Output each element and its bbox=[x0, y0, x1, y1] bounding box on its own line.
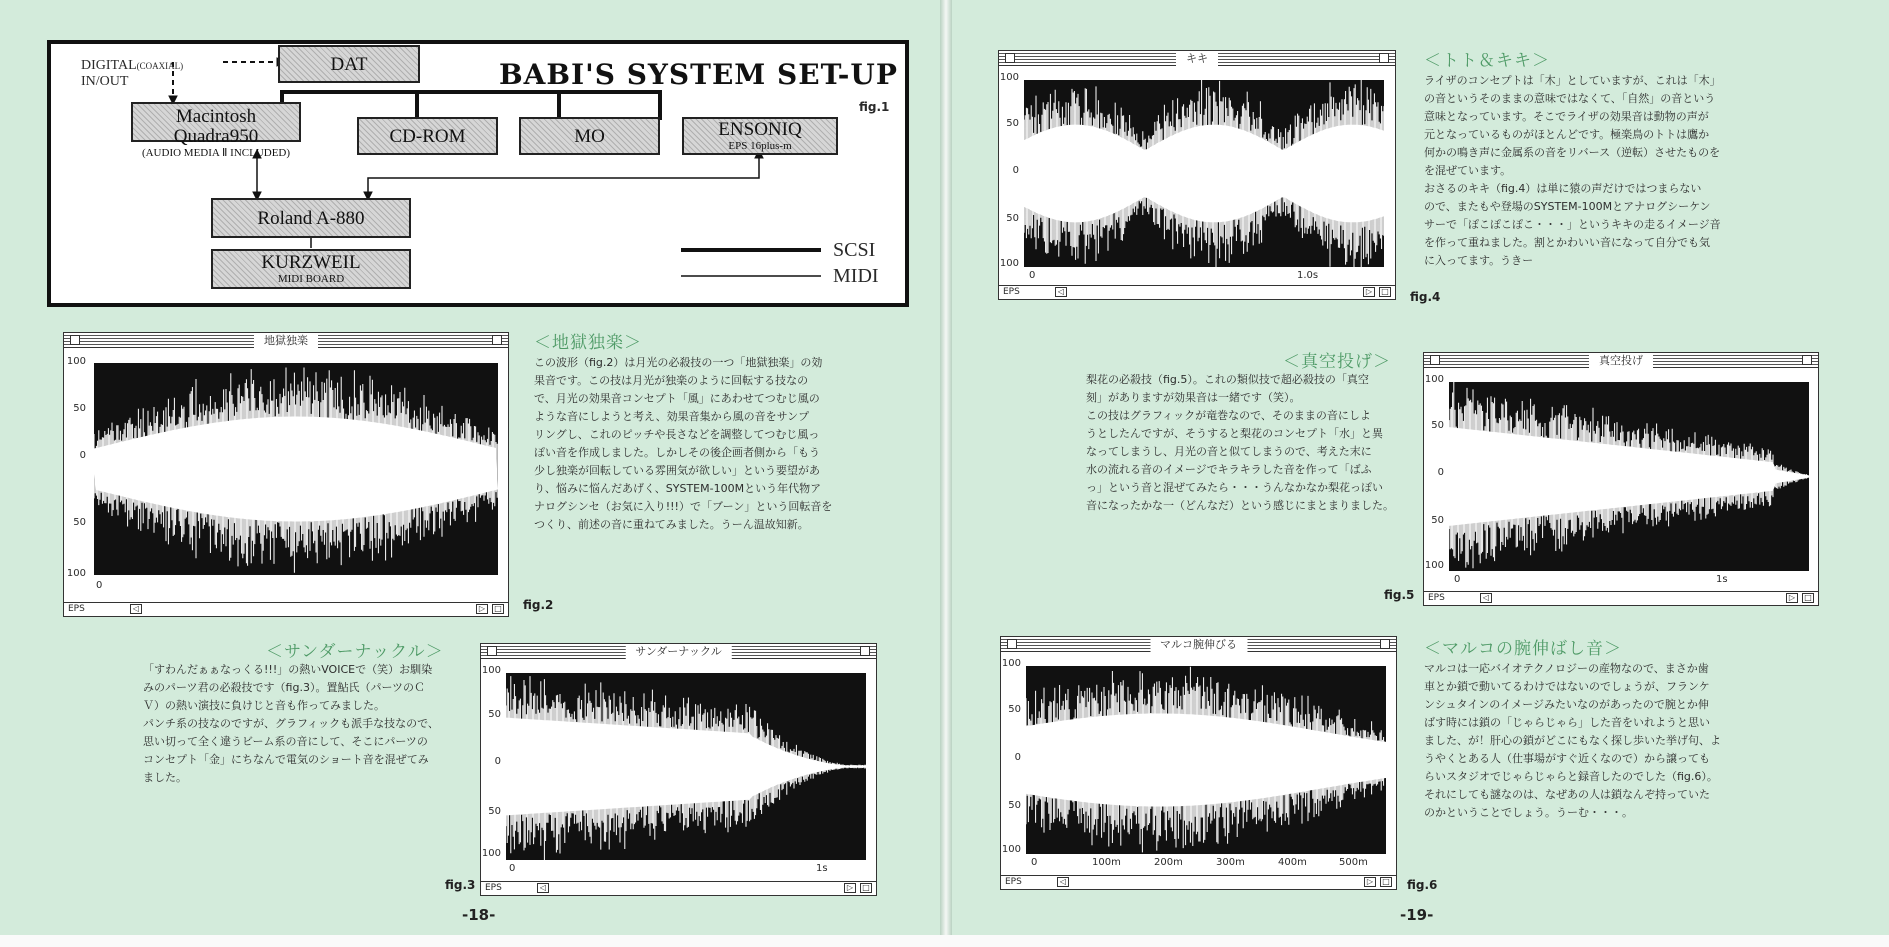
text-line: 意味となっています。そこでライザの効果音は動物の声が bbox=[1424, 110, 1709, 123]
device-roland: Roland A-880 bbox=[211, 198, 411, 238]
window-title: マルコ腕伸びる bbox=[1150, 637, 1247, 652]
resize-box-icon[interactable]: □ bbox=[1802, 593, 1814, 603]
x-tick: 1s bbox=[1716, 574, 1728, 585]
page-number-left: -18- bbox=[462, 906, 496, 924]
heading-thunder: ＜サンダーナックル＞ bbox=[266, 642, 444, 662]
y-tick: 100 bbox=[481, 848, 501, 859]
y-tick: 0 bbox=[1437, 467, 1444, 478]
x-tick: 400m bbox=[1278, 857, 1307, 868]
text-line: 果音です。この技は月光が独楽のように回転する技なの bbox=[534, 374, 809, 387]
y-tick: 0 bbox=[1014, 752, 1021, 763]
text-line: 水の流れる音のイメージでキラキラした音を作って「ばふ bbox=[1086, 463, 1372, 476]
text-line: サーで「ぽこぽこぽこ・・・」というキキの走るイメージ音 bbox=[1424, 218, 1721, 231]
y-tick: 100 bbox=[999, 258, 1019, 269]
device-ensoniq: ENSONIQ EPS 16plus-m bbox=[682, 117, 838, 155]
heading-marco: ＜マルコの腕伸ばし音＞ bbox=[1424, 639, 1622, 659]
x-tick: 0 bbox=[1029, 270, 1036, 281]
y-tick: 50 bbox=[73, 517, 86, 528]
waveform-window-shinku bbox=[1423, 352, 1819, 606]
y-tick: 50 bbox=[1008, 800, 1021, 811]
window-title: サンダーナックル bbox=[625, 644, 731, 659]
x-tick: 0 bbox=[1031, 857, 1038, 868]
title-bar bbox=[481, 644, 876, 659]
text-line: 「すわんだぁぁなっくる!!!」の熱いVOICEで（笑）お馴染 bbox=[143, 663, 433, 676]
text-line: 梨花の必殺技（fig.5）。これの類似技で超必殺技の「真空 bbox=[1086, 373, 1369, 386]
article-shinku bbox=[1086, 371, 1406, 515]
y-tick: 50 bbox=[488, 709, 501, 720]
text-line: を混ぜています。 bbox=[1424, 164, 1512, 177]
x-tick: 0 bbox=[1454, 574, 1461, 585]
text-line: ような音にしようと考え、効果音集から風の音をサンプ bbox=[534, 410, 810, 423]
scroll-left-icon[interactable]: ◁ bbox=[1057, 877, 1069, 887]
zoom-box-icon[interactable] bbox=[860, 646, 870, 656]
text-line: のかということでしょう。うーむ・・・。 bbox=[1424, 806, 1633, 819]
text-line: なってしまうし、月光の音と似てしまうので、考えた末に bbox=[1086, 445, 1372, 458]
resize-box-icon[interactable]: □ bbox=[1379, 287, 1391, 297]
legend-midi-label: MIDI bbox=[833, 265, 879, 287]
waveform-graph bbox=[506, 673, 866, 860]
text-line: マルコは一応バイオテクノロジーの産物なので、まさか歯 bbox=[1424, 662, 1709, 675]
text-line: らいスタジオでじゃらじゃらと録音したのでした（fig.6）。 bbox=[1424, 770, 1718, 783]
y-tick: 100 bbox=[1424, 374, 1444, 385]
heading-toto: ＜トト＆キキ＞ bbox=[1424, 51, 1550, 71]
x-tick: 100m bbox=[1092, 857, 1121, 868]
text-line: ばす時には鎖の「じゃらじゃら」した音をいれようと思い bbox=[1424, 716, 1710, 729]
fig3-label: fig.3 bbox=[445, 878, 476, 892]
waveform-window-kiki bbox=[998, 50, 1396, 300]
text-line: ました、が！肝心の鎖がどこにもなく探し歩いた挙げ句、よ bbox=[1424, 734, 1721, 747]
status-bar bbox=[1001, 875, 1396, 889]
text-line: つくり、前述の音に重ねてみました。うーん温故知新。 bbox=[534, 518, 809, 531]
y-tick: 100 bbox=[66, 356, 86, 367]
waveform-graph bbox=[94, 363, 498, 575]
digital-io-label: DIGITAL(COAXIAL) IN/OUT bbox=[81, 58, 184, 89]
waveform-plot bbox=[1026, 666, 1386, 854]
scroll-right-icon[interactable]: ▷ bbox=[844, 883, 856, 893]
waveform-plot bbox=[94, 363, 498, 575]
zoom-box-icon[interactable] bbox=[492, 335, 502, 345]
legend-scsi-label: SCSI bbox=[833, 239, 876, 261]
text-line: の音というそのままの意味ではなくて、「自然」の音という bbox=[1424, 92, 1716, 105]
window-title: キキ bbox=[1176, 51, 1218, 66]
resize-box-icon[interactable]: □ bbox=[860, 883, 872, 893]
scroll-left-icon[interactable]: ◁ bbox=[1055, 287, 1067, 297]
scroll-left-icon[interactable]: ◁ bbox=[537, 883, 549, 893]
close-box-icon[interactable] bbox=[1007, 639, 1017, 649]
y-tick: 0 bbox=[1012, 165, 1019, 176]
fig5-label: fig.5 bbox=[1384, 588, 1415, 602]
text-line: に入ってます。うきー bbox=[1424, 254, 1534, 267]
eps-label: EPS bbox=[1005, 877, 1022, 887]
text-line: 刻」がありますが効果音は一緒です（笑）。 bbox=[1086, 391, 1301, 404]
close-box-icon[interactable] bbox=[1430, 355, 1440, 365]
text-line: ライザのコンセプトは「木」としていますが、これは「木」 bbox=[1424, 74, 1721, 87]
text-line: 何かの鳴き声に金属系の音をリバース（逆転）させたものを bbox=[1424, 146, 1721, 159]
zoom-box-icon[interactable] bbox=[1802, 355, 1812, 365]
text-line: うやくとある人（仕事場がすぐ近くなので）から譲っても bbox=[1424, 752, 1710, 765]
diagram-title: BABI'S SYSTEM SET-UP bbox=[499, 58, 898, 91]
eps-label: EPS bbox=[1003, 287, 1020, 297]
text-line: っ」という音と混ぜてみたら・・・うんなかなか梨花っぽい bbox=[1086, 481, 1383, 494]
y-tick: 100 bbox=[1001, 844, 1021, 855]
scroll-right-icon[interactable]: ▷ bbox=[1364, 877, 1376, 887]
text-line: コンセプト「金」にちなんで電気のショート音を混ぜてみ bbox=[143, 753, 429, 766]
text-line: パンチ系の技なのですが、グラフィックも派手な技なので、 bbox=[143, 717, 439, 730]
eps-label: EPS bbox=[1428, 593, 1445, 603]
x-tick: 0 bbox=[96, 580, 103, 591]
device-dat: DAT bbox=[278, 45, 420, 83]
close-box-icon[interactable] bbox=[70, 335, 80, 345]
text-line: この技はグラフィックが竜巻なので、そのままの音にしよ bbox=[1086, 409, 1371, 422]
waveform-graph bbox=[1026, 666, 1386, 854]
title-bar bbox=[999, 51, 1395, 66]
x-tick: 300m bbox=[1216, 857, 1245, 868]
waveform-plot bbox=[1024, 80, 1384, 267]
waveform-graph bbox=[1024, 80, 1384, 267]
status-bar bbox=[1424, 591, 1818, 605]
x-tick: 0 bbox=[509, 863, 516, 874]
device-mo: MO bbox=[519, 117, 660, 155]
scroll-left-icon[interactable]: ◁ bbox=[1480, 593, 1492, 603]
page-bottom-edge bbox=[0, 935, 1889, 947]
text-line: 少し独楽が回転している雰囲気が欲しい」という要望があ bbox=[534, 464, 820, 477]
y-tick: 100 bbox=[481, 665, 501, 676]
scroll-left-icon[interactable]: ◁ bbox=[130, 604, 142, 614]
zoom-box-icon[interactable] bbox=[1380, 639, 1390, 649]
waveform-window-marco bbox=[1000, 636, 1397, 890]
system-setup-diagram bbox=[47, 40, 909, 307]
y-tick: 0 bbox=[494, 756, 501, 767]
text-line: を作って重ねました。割とかわいい音になって自分でも気 bbox=[1424, 236, 1710, 249]
resize-box-icon[interactable]: □ bbox=[492, 604, 504, 614]
text-line: 元となっているものがほとんどです。極楽鳥のトトは鷹か bbox=[1424, 128, 1710, 141]
fig6-label: fig.6 bbox=[1407, 878, 1438, 892]
y-tick: 50 bbox=[1008, 704, 1021, 715]
y-tick: 50 bbox=[1431, 420, 1444, 431]
text-line: で、月光の効果音コンセプト「風」にあわせてつむじ風の bbox=[534, 392, 820, 405]
y-tick: 100 bbox=[999, 72, 1019, 83]
text-line: ました。 bbox=[143, 771, 187, 784]
page-number-right: -19- bbox=[1400, 906, 1434, 924]
text-line: ナログシンセ（お気に入り!!!）で「ブーン」という回転音を bbox=[534, 500, 833, 513]
heading-shinku: ＜真空投げ＞ bbox=[1283, 352, 1391, 372]
eps-label: EPS bbox=[68, 604, 85, 614]
article-marco bbox=[1424, 660, 1744, 822]
status-bar bbox=[64, 602, 508, 616]
title-bar bbox=[1424, 353, 1818, 368]
text-line: 思い切って全く違うビーム系の音にして、そこにパーツの bbox=[143, 735, 428, 748]
text-line: 音になったかな一（どんなだ）という感じにまとまりました。 bbox=[1086, 499, 1394, 512]
y-tick: 50 bbox=[1431, 515, 1444, 526]
text-line: みのパーツ君の必殺技です（fig.3）。置鮎氏（パーツのＣ bbox=[143, 681, 426, 694]
x-tick: 200m bbox=[1154, 857, 1183, 868]
x-tick: 1s bbox=[816, 863, 828, 874]
window-title: 真空投げ bbox=[1589, 353, 1653, 368]
article-toto bbox=[1424, 72, 1744, 270]
title-bar bbox=[64, 333, 508, 348]
text-line: り、悩みに悩んだあげく、SYSTEM-100Mという年代物ア bbox=[534, 482, 822, 495]
device-kurzweil: KURZWEIL MIDI BOARD bbox=[211, 249, 411, 289]
text-line: 車とか鎖で動いてるわけではないのでしょうが、フランケ bbox=[1424, 680, 1710, 693]
scroll-right-icon[interactable]: ▷ bbox=[1363, 287, 1375, 297]
y-tick: 50 bbox=[488, 806, 501, 817]
resize-box-icon[interactable]: □ bbox=[1380, 877, 1392, 887]
status-bar bbox=[481, 881, 876, 895]
waveform-graph bbox=[1449, 382, 1809, 571]
text-line: それにしても謎なのは、なぜあの人は鎖なんぞ持っていた bbox=[1424, 788, 1710, 801]
article-thunder bbox=[143, 661, 463, 787]
waveform-window-thunder bbox=[480, 643, 877, 896]
text-line: うとしたんですが、そうすると梨花のコンセプト「水」と異 bbox=[1086, 427, 1383, 440]
device-macintosh: Macintosh Quadra950 (AUDIO MEDIA Ⅱ INCLUDED) bbox=[131, 102, 301, 142]
x-tick: 1.0s bbox=[1297, 270, 1319, 281]
eps-label: EPS bbox=[485, 883, 502, 893]
fig1-label: fig.1 bbox=[859, 100, 890, 114]
close-box-icon[interactable] bbox=[1005, 53, 1015, 63]
y-tick: 50 bbox=[1006, 118, 1019, 129]
text-line: リングし、これのピッチや長さなどを調整してつむじ風っ bbox=[534, 428, 820, 441]
scroll-right-icon[interactable]: ▷ bbox=[476, 604, 488, 614]
text-line: ので、またもや登場のSYSTEM-100Mとアナログシーケン bbox=[1424, 200, 1711, 213]
waveform-window-jigoku bbox=[63, 332, 509, 617]
text-line: ぽい音を作成しました。しかしその後企画者側から「もう bbox=[534, 446, 820, 459]
y-tick: 50 bbox=[73, 403, 86, 414]
fig2-label: fig.2 bbox=[523, 598, 554, 612]
book-spine bbox=[940, 0, 952, 947]
text-line: この波形（fig.2）は月光の必殺技の一つ「地獄独楽」の効 bbox=[534, 356, 823, 369]
fig4-label: fig.4 bbox=[1410, 290, 1441, 304]
window-title: 地獄独楽 bbox=[254, 333, 318, 348]
x-tick: 500m bbox=[1339, 857, 1368, 868]
y-tick: 0 bbox=[79, 450, 86, 461]
status-bar bbox=[999, 285, 1395, 299]
heading-jigoku: ＜地獄独楽＞ bbox=[534, 333, 642, 353]
y-tick: 100 bbox=[66, 568, 86, 579]
device-cdrom: CD-ROM bbox=[357, 117, 498, 155]
scroll-right-icon[interactable]: ▷ bbox=[1786, 593, 1798, 603]
close-box-icon[interactable] bbox=[487, 646, 497, 656]
y-tick: 100 bbox=[1001, 658, 1021, 669]
waveform-plot bbox=[506, 673, 866, 860]
text-line: Ｖ）の熱い演技に負けじと音も作ってみました。 bbox=[143, 699, 385, 712]
zoom-box-icon[interactable] bbox=[1379, 53, 1389, 63]
text-line: おさるのキキ（fig.4）は単に猿の声だけではつまらない bbox=[1424, 182, 1702, 195]
y-tick: 50 bbox=[1006, 213, 1019, 224]
title-bar bbox=[1001, 637, 1396, 652]
text-line: ンシュタインのイメージみたいなのがあったので腕とか伸 bbox=[1424, 698, 1709, 711]
y-tick: 100 bbox=[1424, 560, 1444, 571]
article-jigoku bbox=[534, 354, 854, 534]
waveform-plot bbox=[1449, 382, 1809, 571]
